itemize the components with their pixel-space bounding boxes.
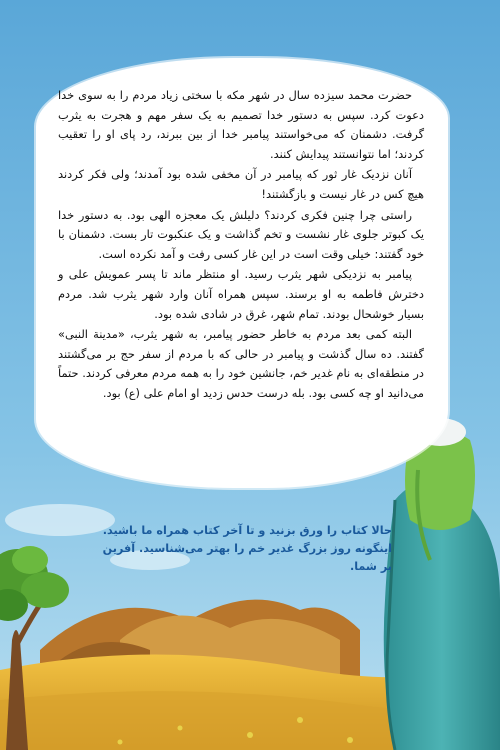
story-paragraph: آنان نزدیک غار ثور که پیامبر در آن مخفی شده بود آمدند؛ ولی فکر کردند هیچ کس در غار نیست و بازگشتند!: [58, 167, 424, 201]
story-paragraph: پیامبر به نزدیکی شهر یثرب رسید. او منتظر ماند تا پسر عمویش علی و دخترش فاطمه به او برسند. سپس همراه آنان وارد شهر یثرب شد. مردم بسیار خوشحال بودند. تمام شهر، غرق در شادی شده بود.: [58, 267, 424, 321]
invitation-text: حالا کتاب را ورق بزنید و تا آخر کتاب همراه ما باشید. اینگونه روز بزرگ غدیر خم را بهتر می‌شناسید. آفرین بر شما.: [102, 524, 392, 573]
story-text: [58, 86, 424, 405]
story-paragraph: راستی چرا چنین فکری کردند؟ دلیلش یک معجزه الهی بود. به دستور خدا یک کبوتر جلوی غار نشست و تخم گذاشت و یک عنکبوت تار بست. دشمنان با خود گفتند: خیلی وقت است در این غار کسی رفت و آمد نکرده است.: [58, 207, 424, 261]
story-paragraph: حضرت محمد سیزده سال در شهر مکه با سختی زیاد مردم را به سوی خدا دعوت کرد. سپس به دستور خدا تصمیم به یک سفر مهم و هجرت به یثرب گرفت. دشمنان که می‌خواستند پیامبر خدا از بین ببرند، رد پای او را تعقیب کردند؛ اما نتوانستند پیدایش کنند.: [58, 88, 424, 161]
story-paragraph: البته کمی بعد مردم به خاطر حضور پیامبر، به شهر یثرب، «مدینة النبی» گفتند. ده سال گذشت و پیامبر در حالی که با مردم از سفر حج بر می‌گشتند در منطقه‌ای به نام غدیر خم، جانشین خود را به همه مردم معرفی کردند. حتماً می‌دانید او چه کسی بود. بله درست حدس زدید او امام علی (ع) بود.: [58, 327, 424, 400]
